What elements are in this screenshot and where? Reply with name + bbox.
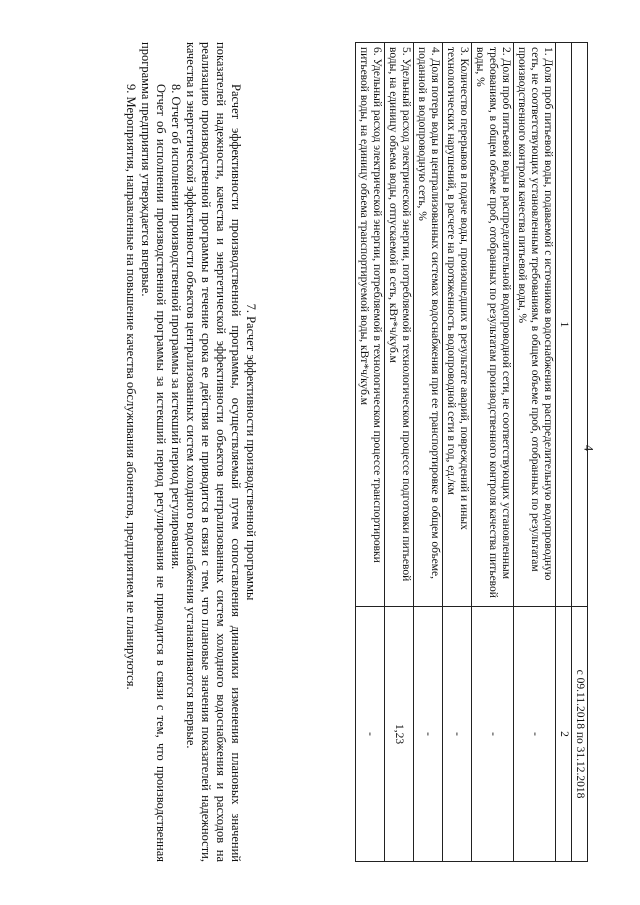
indicator-value: - (472, 607, 514, 862)
indicator-value: 1,23 (385, 607, 414, 862)
indicator-label: 1. Доля проб питьевой воды, подаваемой с источников водоснабжения в распределительную водопроводную сеть, не соответствующих установленным требованиям, в общем объеме проб, отобранных по результатам производственного контроля качества питьевой воды, % (514, 43, 556, 607)
page-number: 4 (581, 444, 597, 452)
section-8-title: 8. Отчет об исполнении производственной программы за истекший период регулирования. (169, 84, 183, 570)
table-header-blank (572, 43, 588, 607)
period-header: с 09.11.2018 по 31.12.2018 (572, 607, 588, 862)
indicator-label: 5. Удельный расход электрической энергии, потребляемой в технологическом процессе подготовки питьевой воды, на единицу объема воды, отпускаемой в сеть, кВт*ч/куб.м (385, 43, 414, 607)
table-row (414, 43, 443, 862)
table-row (443, 43, 472, 862)
rotated-content (40, 42, 600, 862)
table-row (472, 43, 514, 862)
section-7-text: Расчет эффективности производственной программы, осуществляемый путем сопоставления динамики изменения плановых значений показателей надежности, качества и энергетической эффективности объектов централизованных систем холодного водоснабжения и расходов на реализацию производственной программы в течение срока ее действия не приводится в связи с тем, что плановые значения показателей надежности, качества и энергетической эффективности объектов централизованных систем холодного водоснабжения устанавливаются впервые. (184, 42, 243, 862)
indicators-table (355, 42, 588, 862)
table-row (356, 43, 385, 862)
section-9-text: 9. Мероприятия, направленные на повышение качества обслуживания абонентов, предприятием не планируются. (124, 84, 138, 690)
section-7-title: 7. Расчет эффективности производственной программы (244, 303, 258, 601)
column-number-2: 2 (556, 607, 572, 862)
table-row (514, 43, 556, 862)
body-text (123, 42, 258, 862)
indicator-value: - (414, 607, 443, 862)
indicator-label: 2. Доля проб питьевой воды в распределительной водопроводной сети, не соответствующих установленным требованиям, в общем объеме проб, отобранных по результатам производственного контроля качества питьевой воды, % (472, 43, 514, 607)
table-row (385, 43, 414, 862)
indicator-value: - (443, 607, 472, 862)
section-8-text: Отчет об исполнении производственной программы за истекший период регулирования не приводится в связи с тем, что производственная программа предприятия утверждается впервые. (139, 42, 168, 862)
indicator-label: 6. Удельный расход электрической энергии, потребляемой в технологическом процессе транспортировки питьевой воды, на единицу объема транспортируемой воды, кВт*ч/куб.м (356, 43, 385, 607)
indicator-value: - (514, 607, 556, 862)
column-number-1: 1 (556, 43, 572, 607)
indicator-label: 4. Доля потерь воды в централизованных системах водоснабжения при ее транспортировке в общем объеме, поданной в водопроводную сеть, % (414, 43, 443, 607)
indicator-value: - (356, 607, 385, 862)
indicator-label: 3. Количество перерывов в подаче воды, произошедших в результате аварий, повреждений и иных технологических нарушений, в расчете на протяженность водопроводной сети в год, ед./км (443, 43, 472, 607)
